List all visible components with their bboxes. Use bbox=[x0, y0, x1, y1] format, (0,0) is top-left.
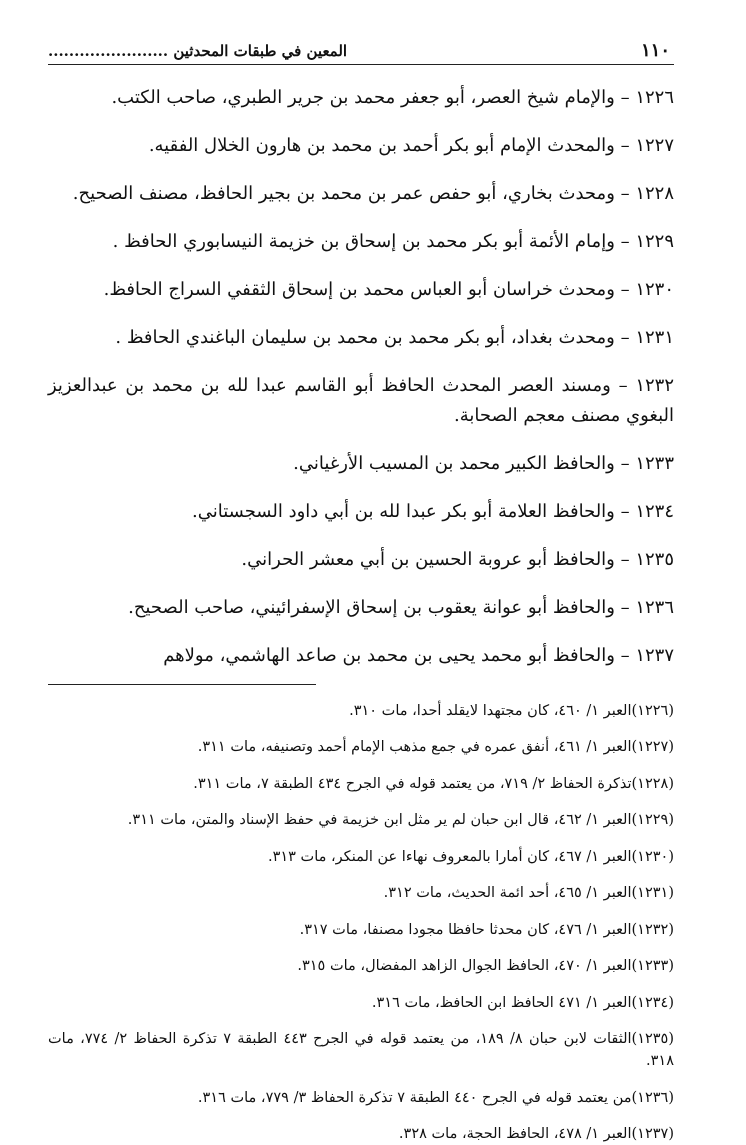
entry-1230: ١٢٣٠ – ومحدث خراسان أبو العباس محمد بن إسحاق الثقفي السراج الحافظ. bbox=[48, 275, 674, 305]
entry-1227: ١٢٢٧ – والمحدث الإمام أبو بكر أحمد بن محمد بن هارون الخلال الفقيه. bbox=[48, 131, 674, 161]
footnote-1231: (١٢٣١)العبر ١/ ٤٦٥، أحد ائمة الحديث، مات ٣١٢. bbox=[48, 882, 674, 904]
entry-1232: ١٢٣٢ – ومسند العصر المحدث الحافظ أبو القاسم عبدا لله بن محمد بن عبدالعزيز البغوي مصنف معجم الصحابة. bbox=[48, 371, 674, 431]
footnote-1235: (١٢٣٥)الثقات لابن حبان ٨/ ١٨٩، من يعتمد قوله في الجرح ٤٤٣ الطبقة ٧ تذكرة الحفاظ ٢/ ٧٧٤، مات ٣١٨. bbox=[48, 1028, 674, 1072]
footnote-1237: (١٢٣٧)العبر ١/ ٤٧٨، الحافظ الحجة، مات ٣٢٨. bbox=[48, 1123, 674, 1145]
footnote-1230: (١٢٣٠)العبر ١/ ٤٦٧، كان أمارا بالمعروف نهاءا عن المنكر، مات ٣١٣. bbox=[48, 846, 674, 868]
entry-1235: ١٢٣٥ – والحافظ أبو عروبة الحسين بن أبي معشر الحراني. bbox=[48, 545, 674, 575]
footnote-1236: (١٢٣٦)من يعتمد قوله في الجرح ٤٤٠ الطبقة ٧ تذكرة الحفاظ ٣/ ٧٧٩، مات ٣١٦. bbox=[48, 1087, 674, 1109]
book-page bbox=[48, 34, 674, 1064]
footnote-1226: (١٢٢٦)العبر ١/ ٤٦٠، كان مجتهدا لايقلد أحدا، مات ٣١٠. bbox=[48, 700, 674, 722]
entry-1226: ١٢٢٦ – والإمام شيخ العصر، أبو جعفر محمد بن جرير الطبري، صاحب الكتب. bbox=[48, 83, 674, 113]
entry-1229: ١٢٢٩ – وإمام الأئمة أبو بكر محمد بن إسحاق بن خزيمة النيسابوري الحافظ . bbox=[48, 227, 674, 257]
footnote-1232: (١٢٣٢)العبر ١/ ٤٧٦، كان محدثا حافظا مجودا مصنفا، مات ٣١٧. bbox=[48, 919, 674, 941]
footnote-1234: (١٢٣٤)العبر ١/ ٤٧١ الحافظ ابن الحافظ، مات ٣١٦. bbox=[48, 992, 674, 1014]
page-header bbox=[48, 34, 674, 65]
running-title: المعين في طبقات المحدثين ....................... bbox=[48, 42, 347, 60]
footnote-1227: (١٢٢٧)العبر ١/ ٤٦١، أنفق عمره في جمع مذهب الإمام أحمد وتصنيفه، مات ٣١١. bbox=[48, 736, 674, 758]
footnote-1233: (١٢٣٣)العبر ١/ ٤٧٠، الحافظ الجوال الزاهد المفضال، مات ٣١٥. bbox=[48, 955, 674, 977]
entry-1237: ١٢٣٧ – والحافظ أبو محمد يحيى بن محمد بن صاعد الهاشمي، مولاهم bbox=[48, 641, 674, 671]
footnote-divider bbox=[48, 684, 316, 685]
footnote-1228: (١٢٢٨)تذكرة الحفاظ ٢/ ٧١٩، من يعتمد قوله في الجرح ٤٣٤ الطبقة ٧، مات ٣١١. bbox=[48, 773, 674, 795]
entry-1234: ١٢٣٤ – والحافظ العلامة أبو بكر عبدا لله بن أبي داود السجستاني. bbox=[48, 497, 674, 527]
entry-1236: ١٢٣٦ – والحافظ أبو عوانة يعقوب بن إسحاق الإسفرائيني، صاحب الصحيح. bbox=[48, 593, 674, 623]
page-number: ١١٠ bbox=[641, 40, 670, 61]
entry-1233: ١٢٣٣ – والحافظ الكبير محمد بن المسيب الأرغياني. bbox=[48, 449, 674, 479]
footnote-1229: (١٢٢٩)العبر ١/ ٤٦٢، قال ابن حبان لم ير مثل ابن خزيمة في حفظ الإسناد والمتن، مات ٣١١. bbox=[48, 809, 674, 831]
entry-1228: ١٢٢٨ – ومحدث بخاري، أبو حفص عمر بن محمد بن بجير الحافظ، مصنف الصحيح. bbox=[48, 179, 674, 209]
footnotes-list bbox=[48, 700, 674, 1145]
entry-1231: ١٢٣١ – ومحدث بغداد، أبو بكر محمد بن محمد بن سليمان الباغندي الحافظ . bbox=[48, 323, 674, 353]
entries-list bbox=[48, 83, 674, 671]
